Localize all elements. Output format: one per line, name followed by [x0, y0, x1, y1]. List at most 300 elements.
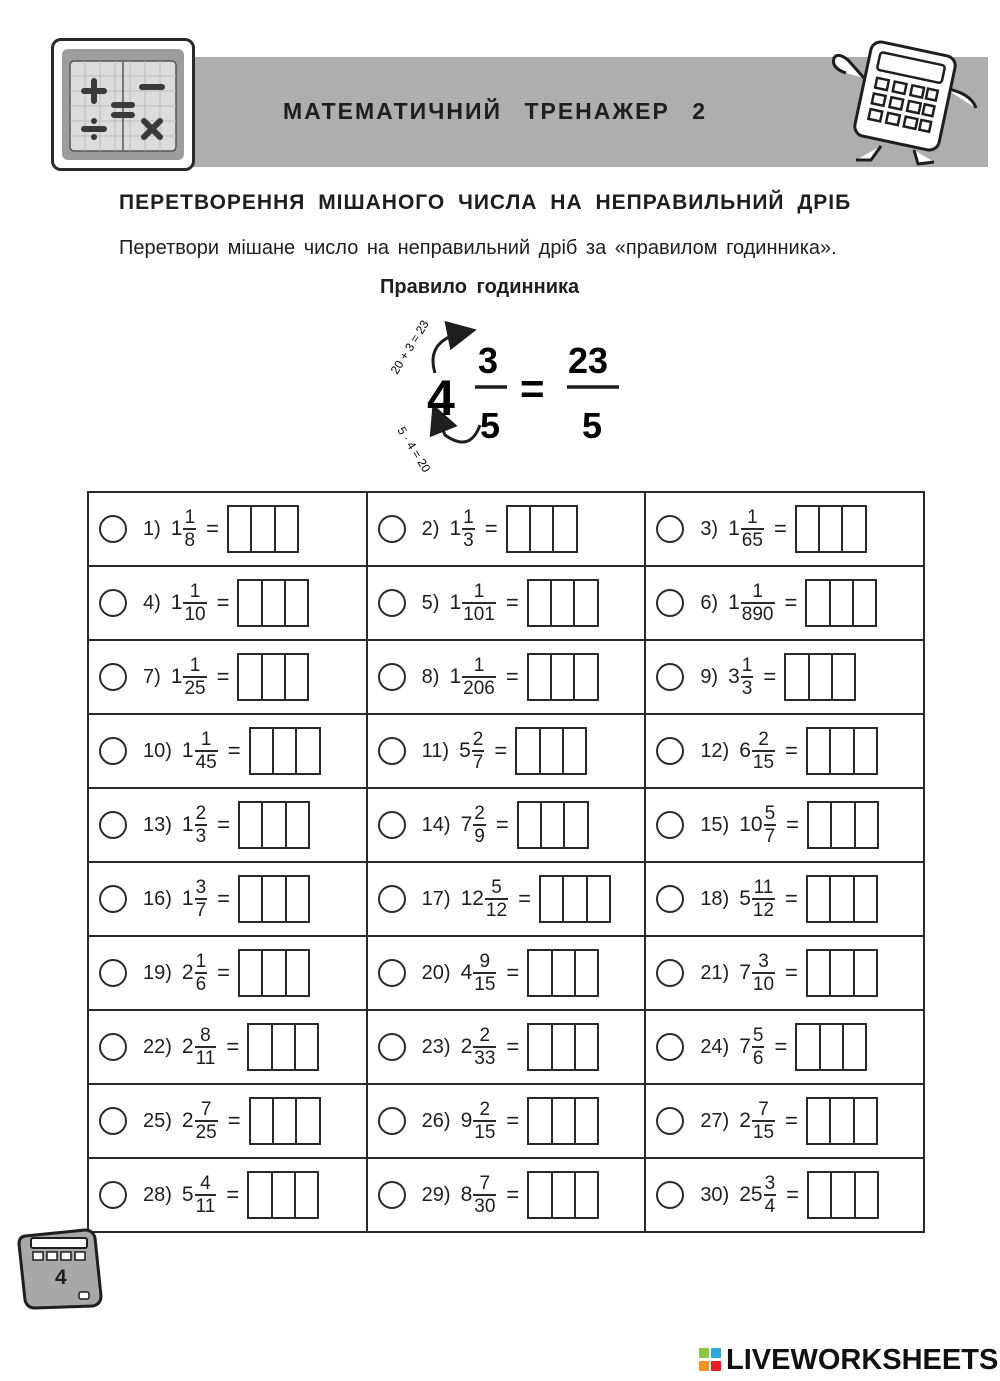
exercise-cell [88, 640, 367, 714]
equals-sign: = [505, 664, 519, 689]
answer-digit-slot[interactable] [831, 729, 854, 773]
mixed-fraction [473, 803, 486, 847]
fraction-denominator: 45 [195, 752, 217, 773]
answer-check-circle[interactable] [378, 737, 406, 765]
equals-sign: = [206, 516, 219, 541]
exercise-cell [645, 1084, 924, 1158]
answer-digit-slot[interactable] [542, 803, 565, 847]
answer-digit-slot[interactable] [541, 729, 564, 773]
answer-digit-slot[interactable] [252, 507, 275, 551]
answer-input-box[interactable] [805, 579, 877, 627]
mixed-whole: 1 [728, 517, 740, 540]
exercise-row [88, 566, 924, 640]
answer-check-circle[interactable] [378, 885, 406, 913]
answer-check-circle[interactable] [99, 811, 127, 839]
answer-digit-slot[interactable] [797, 507, 820, 551]
answer-digit-slot[interactable] [263, 655, 286, 699]
answer-input-box[interactable] [784, 653, 856, 701]
exercise-number: 14) [421, 813, 451, 836]
fraction-numerator: 2 [758, 729, 769, 750]
equals-sign: = [763, 664, 777, 689]
answer-check-circle[interactable] [656, 1033, 684, 1061]
mixed-whole: 1 [170, 591, 183, 614]
exercise-number: 30) [700, 1183, 730, 1206]
exercise-number: 18) [700, 887, 730, 910]
fraction-numerator: 1 [189, 655, 201, 676]
answer-check-circle[interactable] [378, 811, 406, 839]
answer-digit-slot[interactable] [832, 803, 855, 847]
fraction-denominator: 7 [472, 752, 484, 773]
answer-digit-slot[interactable] [286, 581, 307, 625]
equals-sign: = [518, 886, 531, 911]
fraction-numerator: 1 [741, 655, 753, 676]
answer-digit-slot[interactable] [239, 655, 262, 699]
answer-digit-slot[interactable] [810, 655, 833, 699]
fraction-denominator: 25 [195, 1122, 217, 1143]
mixed-whole: 1 [449, 517, 462, 540]
section-title: ПЕРЕТВОРЕННЯ МІШАНОГО ЧИСЛА НА НЕПРАВИЛЬНИЙ ДРІБ [119, 191, 852, 214]
exercise-number: 24) [700, 1035, 730, 1058]
fraction-numerator: 2 [479, 1099, 491, 1120]
answer-check-circle[interactable] [99, 1033, 127, 1061]
exercise-number: 7) [143, 665, 161, 688]
equals-sign: = [217, 886, 231, 911]
answer-input-box[interactable] [527, 653, 599, 701]
answer-check-circle[interactable] [99, 737, 127, 765]
exercise-number: 15) [700, 813, 730, 836]
answer-digit-slot[interactable] [249, 1025, 272, 1069]
equals-sign: = [505, 590, 519, 615]
answer-digit-slot[interactable] [786, 655, 809, 699]
answer-digit-slot[interactable] [553, 1099, 576, 1143]
fraction-denominator: 7 [764, 826, 776, 847]
fraction-numerator: 4 [200, 1173, 211, 1194]
exercise-number: 6) [700, 591, 719, 614]
rule-whole: 4 [427, 370, 455, 426]
mixed-whole: 4 [460, 961, 473, 984]
exercise-number: 23) [421, 1035, 451, 1058]
fraction-denominator: 65 [741, 530, 763, 551]
answer-check-circle[interactable] [656, 663, 684, 691]
answer-check-circle[interactable] [656, 959, 684, 987]
mixed-whole: 2 [739, 1109, 751, 1132]
answer-input-box[interactable] [506, 505, 578, 553]
answer-digit-slot[interactable] [263, 877, 286, 921]
answer-digit-slot[interactable] [820, 507, 843, 551]
answer-digit-slot[interactable] [565, 803, 586, 847]
answer-digit-slot[interactable] [251, 1099, 274, 1143]
answer-check-circle[interactable] [99, 1181, 127, 1209]
answer-digit-slot[interactable] [576, 1025, 597, 1069]
answer-check-circle[interactable] [99, 1107, 127, 1135]
mixed-whole: 12 [460, 887, 484, 910]
exercise-cell [88, 1010, 367, 1084]
fraction-denominator: 15 [474, 1122, 496, 1143]
fraction-denominator: 12 [485, 900, 508, 921]
exercise-cell [367, 640, 646, 714]
exercise-number: 16) [143, 887, 172, 910]
answer-digit-slot[interactable] [531, 507, 554, 551]
mixed-whole: 1 [449, 591, 462, 614]
answer-input-box[interactable] [527, 1023, 599, 1071]
answer-digit-slot[interactable] [529, 1025, 552, 1069]
exercise-cell [645, 1010, 924, 1084]
exercise-cell [367, 1158, 646, 1232]
answer-input-box[interactable] [807, 801, 879, 849]
exercise-grid [87, 491, 925, 1233]
answer-digit-slot[interactable] [797, 1025, 820, 1069]
answer-input-box[interactable] [527, 949, 599, 997]
answer-digit-slot[interactable] [240, 951, 263, 995]
exercise-cell [645, 492, 924, 566]
fraction-denominator: 3 [463, 530, 474, 551]
answer-input-box[interactable] [247, 1023, 319, 1071]
fraction-numerator: 3 [764, 1173, 776, 1194]
exercise-cell [88, 788, 367, 862]
answer-digit-slot[interactable] [287, 877, 308, 921]
mixed-whole: 1 [181, 813, 194, 836]
answer-digit-slot[interactable] [576, 951, 597, 995]
answer-input-box[interactable] [527, 1097, 599, 1145]
answer-digit-slot[interactable] [541, 877, 564, 921]
answer-digit-slot[interactable] [297, 1099, 318, 1143]
answer-digit-slot[interactable] [809, 1173, 832, 1217]
answer-input-box[interactable] [249, 727, 321, 775]
answer-digit-slot[interactable] [229, 507, 252, 551]
answer-digit-slot[interactable] [808, 1099, 831, 1143]
answer-check-circle[interactable] [378, 959, 406, 987]
fraction-denominator: 4 [764, 1196, 776, 1217]
answer-check-circle[interactable] [656, 589, 684, 617]
answer-digit-slot[interactable] [251, 729, 274, 773]
fraction-numerator: 2 [472, 729, 484, 750]
answer-digit-slot[interactable] [529, 581, 552, 625]
mixed-fraction [741, 581, 775, 625]
answer-digit-slot[interactable] [576, 1099, 597, 1143]
answer-check-circle[interactable] [656, 1107, 684, 1135]
rule-equals: = [520, 365, 545, 412]
answer-input-box[interactable] [806, 875, 878, 923]
fraction-denominator: 6 [195, 974, 207, 995]
rule-top-arrow-label: 20 + 3 = 23 [387, 317, 432, 377]
answer-input-box[interactable] [795, 1023, 867, 1071]
exercise-cell [367, 1084, 646, 1158]
mixed-fraction [183, 507, 196, 551]
answer-digit-slot[interactable] [855, 877, 876, 921]
answer-input-box[interactable] [807, 1171, 879, 1219]
fraction-denominator: 8 [184, 530, 196, 551]
answer-digit-slot[interactable] [240, 803, 263, 847]
answer-digit-slot[interactable] [263, 581, 286, 625]
answer-digit-slot[interactable] [808, 951, 831, 995]
mixed-fraction [473, 1173, 496, 1217]
answer-digit-slot[interactable] [576, 1173, 597, 1217]
answer-input-box[interactable] [806, 949, 878, 997]
answer-digit-slot[interactable] [575, 655, 596, 699]
page-header-title: МАТЕМАТИЧНИЙ ТРЕНАЖЕР 2 [283, 98, 708, 124]
answer-digit-slot[interactable] [517, 729, 540, 773]
answer-digit-slot[interactable] [809, 803, 832, 847]
answer-digit-slot[interactable] [529, 655, 552, 699]
answer-check-circle[interactable] [99, 885, 127, 913]
rule-result-denominator: 5 [582, 405, 603, 446]
answer-digit-slot[interactable] [297, 729, 318, 773]
answer-digit-slot[interactable] [854, 581, 875, 625]
answer-digit-slot[interactable] [274, 1099, 297, 1143]
exercise-number: 22) [143, 1035, 172, 1058]
equals-sign: = [785, 1108, 798, 1133]
exercise-cell [645, 714, 924, 788]
answer-digit-slot[interactable] [564, 729, 585, 773]
fraction-numerator: 3 [195, 877, 207, 898]
rule-numerator: 3 [478, 340, 499, 381]
fraction-denominator: 9 [474, 826, 485, 847]
liveworksheets-brand[interactable] [698, 1345, 998, 1375]
answer-digit-slot[interactable] [554, 507, 575, 551]
answer-digit-slot[interactable] [263, 803, 286, 847]
answer-input-box[interactable] [237, 579, 309, 627]
answer-digit-slot[interactable] [831, 951, 854, 995]
exercise-cell [645, 862, 924, 936]
equals-sign: = [216, 664, 230, 689]
equals-sign: = [506, 1182, 520, 1207]
equals-sign: = [784, 590, 798, 615]
answer-digit-slot[interactable] [855, 951, 876, 995]
exercise-cell [645, 566, 924, 640]
exercise-cell [88, 1084, 367, 1158]
equals-sign: = [786, 812, 800, 837]
exercise-number: 26) [421, 1109, 451, 1132]
answer-digit-slot[interactable] [844, 1025, 865, 1069]
answer-check-circle[interactable] [99, 589, 127, 617]
equals-sign: = [216, 590, 230, 615]
answer-check-circle[interactable] [99, 515, 127, 543]
exercise-row [88, 1158, 924, 1232]
mixed-fraction [485, 877, 508, 921]
exercise-cell [367, 566, 646, 640]
equals-sign: = [774, 1034, 788, 1059]
answer-digit-slot[interactable] [529, 1173, 552, 1217]
answer-digit-slot[interactable] [855, 729, 876, 773]
answer-check-circle[interactable] [378, 663, 406, 691]
answer-input-box[interactable] [806, 1097, 878, 1145]
fraction-numerator: 1 [747, 507, 758, 528]
answer-digit-slot[interactable] [807, 581, 830, 625]
answer-digit-slot[interactable] [831, 877, 854, 921]
answer-input-box[interactable] [517, 801, 589, 849]
answer-digit-slot[interactable] [808, 877, 831, 921]
answer-digit-slot[interactable] [276, 507, 297, 551]
mixed-fraction [473, 951, 496, 995]
page-number: 4 [55, 1266, 67, 1289]
answer-check-circle[interactable] [99, 663, 127, 691]
answer-input-box[interactable] [539, 875, 611, 923]
equals-sign: = [217, 812, 231, 837]
exercise-row [88, 492, 924, 566]
answer-digit-slot[interactable] [287, 951, 308, 995]
exercise-number: 8) [421, 665, 440, 688]
rule-bottom-arrow-label: 5 · 4 = 20 [394, 424, 434, 475]
exercise-number: 21) [700, 961, 730, 984]
mixed-whole: 10 [739, 813, 763, 836]
exercise-row [88, 640, 924, 714]
exercise-row [88, 1010, 924, 1084]
fraction-numerator: 1 [189, 581, 201, 602]
answer-digit-slot[interactable] [553, 1173, 576, 1217]
mixed-fraction [183, 655, 206, 699]
answer-input-box[interactable] [795, 505, 867, 553]
mixed-fraction [462, 581, 496, 625]
clock-rule-diagram [375, 305, 645, 480]
answer-digit-slot[interactable] [588, 877, 609, 921]
answer-digit-slot[interactable] [508, 507, 531, 551]
fraction-denominator: 15 [752, 1122, 775, 1143]
answer-check-circle[interactable] [378, 515, 406, 543]
answer-digit-slot[interactable] [296, 1173, 317, 1217]
answer-input-box[interactable] [238, 949, 310, 997]
answer-input-box[interactable] [527, 1171, 599, 1219]
answer-input-box[interactable] [515, 727, 587, 775]
answer-digit-slot[interactable] [564, 877, 587, 921]
mixed-whole: 2 [181, 961, 194, 984]
answer-input-box[interactable] [237, 653, 309, 701]
answer-digit-slot[interactable] [529, 951, 552, 995]
answer-digit-slot[interactable] [274, 729, 297, 773]
fraction-denominator: 3 [741, 678, 753, 699]
answer-check-circle[interactable] [378, 1181, 406, 1209]
liveworksheets-logo-icon [698, 1347, 722, 1373]
exercise-number: 29) [421, 1183, 451, 1206]
fraction-denominator: 12 [752, 900, 775, 921]
answer-digit-slot[interactable] [855, 1099, 876, 1143]
answer-digit-slot[interactable] [529, 1099, 552, 1143]
answer-digit-slot[interactable] [552, 581, 575, 625]
fraction-denominator: 25 [184, 678, 206, 699]
mixed-whole: 25 [739, 1183, 763, 1206]
exercise-row [88, 1084, 924, 1158]
answer-digit-slot[interactable] [249, 1173, 272, 1217]
answer-digit-slot[interactable] [296, 1025, 317, 1069]
answer-check-circle[interactable] [656, 811, 684, 839]
fraction-numerator: 5 [491, 877, 502, 898]
answer-check-circle[interactable] [378, 1107, 406, 1135]
mixed-whole: 9 [460, 1109, 473, 1132]
exercise-cell [645, 788, 924, 862]
answer-check-circle[interactable] [378, 589, 406, 617]
mixed-whole: 6 [739, 739, 751, 762]
answer-digit-slot[interactable] [833, 655, 854, 699]
fraction-numerator: 9 [479, 951, 491, 972]
answer-check-circle[interactable] [656, 1181, 684, 1209]
mixed-fraction [764, 803, 777, 847]
equals-sign: = [226, 1034, 240, 1059]
answer-digit-slot[interactable] [286, 655, 307, 699]
answer-input-box[interactable] [247, 1171, 319, 1219]
mixed-whole: 1 [449, 665, 462, 688]
equals-sign: = [227, 1108, 241, 1133]
fraction-denominator: 10 [752, 974, 775, 995]
answer-digit-slot[interactable] [831, 1099, 854, 1143]
mixed-fraction [752, 1025, 765, 1069]
answer-digit-slot[interactable] [831, 581, 854, 625]
fraction-numerator: 11 [753, 877, 774, 898]
answer-digit-slot[interactable] [856, 1173, 877, 1217]
answer-input-box[interactable] [527, 579, 599, 627]
answer-check-circle[interactable] [656, 515, 684, 543]
answer-input-box[interactable] [806, 727, 878, 775]
exercise-cell [367, 714, 646, 788]
fraction-denominator: 33 [474, 1048, 496, 1069]
answer-check-circle[interactable] [99, 959, 127, 987]
answer-digit-slot[interactable] [263, 951, 286, 995]
equals-sign: = [217, 960, 231, 985]
fraction-numerator: 1 [184, 507, 196, 528]
mixed-fraction [752, 951, 775, 995]
mixed-fraction [472, 729, 485, 773]
answer-check-circle[interactable] [378, 1033, 406, 1061]
exercise-cell [367, 936, 646, 1010]
mixed-whole: 1 [728, 591, 740, 614]
top-curved-arrow [433, 332, 465, 373]
exercise-cell [367, 862, 646, 936]
mixed-whole: 2 [460, 1035, 473, 1058]
mixed-fraction [195, 1025, 217, 1069]
fraction-numerator: 1 [463, 507, 474, 528]
answer-digit-slot[interactable] [832, 1173, 855, 1217]
exercise-number: 17) [421, 887, 451, 910]
answer-digit-slot[interactable] [808, 729, 831, 773]
answer-digit-slot[interactable] [519, 803, 542, 847]
answer-digit-slot[interactable] [553, 951, 576, 995]
mixed-fraction [473, 1025, 496, 1069]
brand-text: LIVEWORKSHEETS [726, 1343, 999, 1376]
answer-digit-slot[interactable] [821, 1025, 844, 1069]
fraction-numerator: 5 [752, 1025, 764, 1046]
equals-sign: = [494, 738, 508, 763]
exercise-number: 4) [143, 591, 161, 614]
answer-digit-slot[interactable] [273, 1173, 296, 1217]
answer-digit-slot[interactable] [575, 581, 596, 625]
answer-input-box[interactable] [227, 505, 299, 553]
answer-check-circle[interactable] [656, 737, 684, 765]
mixed-whole: 2 [181, 1109, 194, 1132]
answer-digit-slot[interactable] [856, 803, 877, 847]
equals-sign: = [785, 960, 798, 985]
answer-check-circle[interactable] [656, 885, 684, 913]
answer-digit-slot[interactable] [553, 1025, 576, 1069]
mixed-whole: 1 [181, 739, 194, 762]
answer-digit-slot[interactable] [843, 507, 864, 551]
answer-digit-slot[interactable] [239, 581, 262, 625]
mixed-whole: 1 [170, 517, 183, 540]
answer-input-box[interactable] [238, 801, 310, 849]
answer-input-box[interactable] [238, 875, 310, 923]
mixed-fraction [752, 1099, 775, 1143]
answer-digit-slot[interactable] [273, 1025, 296, 1069]
rule-denominator: 5 [480, 405, 501, 446]
answer-input-box[interactable] [249, 1097, 321, 1145]
exercise-number: 11) [421, 739, 450, 762]
answer-digit-slot[interactable] [287, 803, 308, 847]
exercise-number: 10) [143, 739, 172, 762]
fraction-numerator: 7 [200, 1099, 212, 1120]
answer-digit-slot[interactable] [552, 655, 575, 699]
exercise-cell [367, 1010, 646, 1084]
exercise-number: 2) [421, 517, 440, 540]
answer-digit-slot[interactable] [240, 877, 263, 921]
mixed-fraction [195, 803, 208, 847]
mixed-whole: 3 [728, 665, 740, 688]
